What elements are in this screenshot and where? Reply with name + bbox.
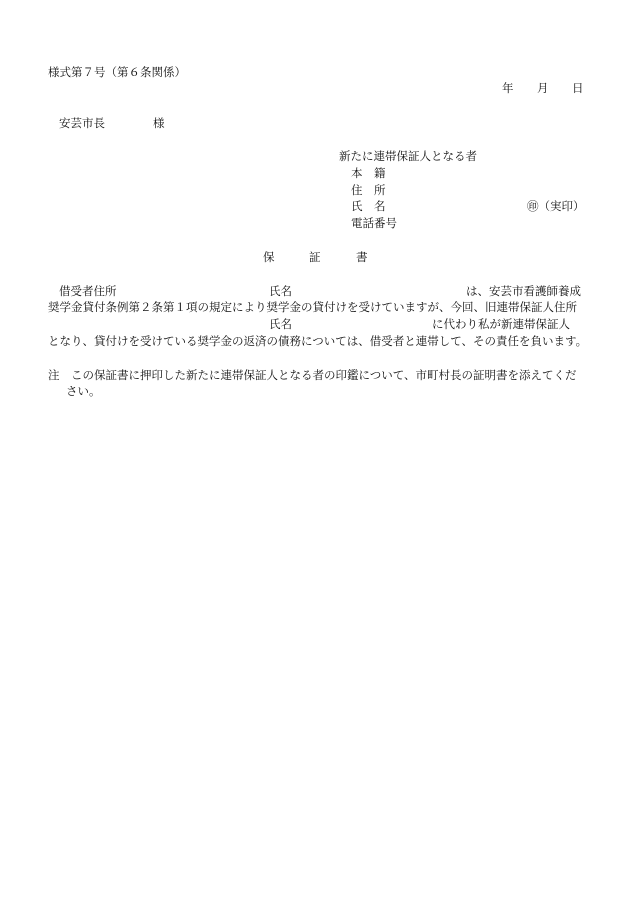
body-former-name-label: 氏名	[269, 317, 292, 331]
guarantor-registry-label: 本 籍	[351, 166, 386, 180]
body-line-1-end: は、安芸市看護師養成	[466, 284, 581, 298]
body-borrower-address-label: 借受者住所	[59, 284, 117, 298]
guarantor-heading: 新たに連帯保証人となる者	[339, 149, 477, 163]
body-borrower-name-label: 氏名	[269, 284, 292, 298]
date-year: 年	[502, 81, 514, 95]
title-char-3: 書	[356, 250, 368, 264]
addressee-office: 安芸市長	[59, 116, 105, 130]
guarantor-phone-label: 電話番号	[351, 216, 397, 230]
guarantor-seal-mark: ㊞（実印）	[527, 199, 585, 213]
date-day: 日	[572, 81, 584, 95]
guarantor-name-label: 氏 名	[351, 199, 386, 213]
form-number-label: 様式第７号（第６条関係）	[48, 65, 186, 79]
body-line-4: となり、貸付けを受けている奨学金の返済の債務については、借受者と連帯して、その責任を負います。	[48, 334, 588, 348]
note-line-2: さい。	[66, 384, 101, 398]
title-char-2: 証	[309, 250, 321, 264]
body-line-2: 奨学金貸付条例第２条第１項の規定により奨学金の貸付けを受けていますが、今回、旧連帯保証人住所	[48, 300, 577, 314]
guarantor-address-label: 住 所	[351, 183, 386, 197]
title-char-1: 保	[263, 250, 275, 264]
body-line-3-end: に代わり私が新連帯保証人	[432, 317, 570, 331]
addressee-honorific: 様	[153, 116, 165, 130]
date-month: 月	[537, 81, 549, 95]
note-line-1: 注 この保証書に押印した新たに連帯保証人となる者の印鑑について、市町村長の証明書を添えてくだ	[48, 368, 577, 382]
